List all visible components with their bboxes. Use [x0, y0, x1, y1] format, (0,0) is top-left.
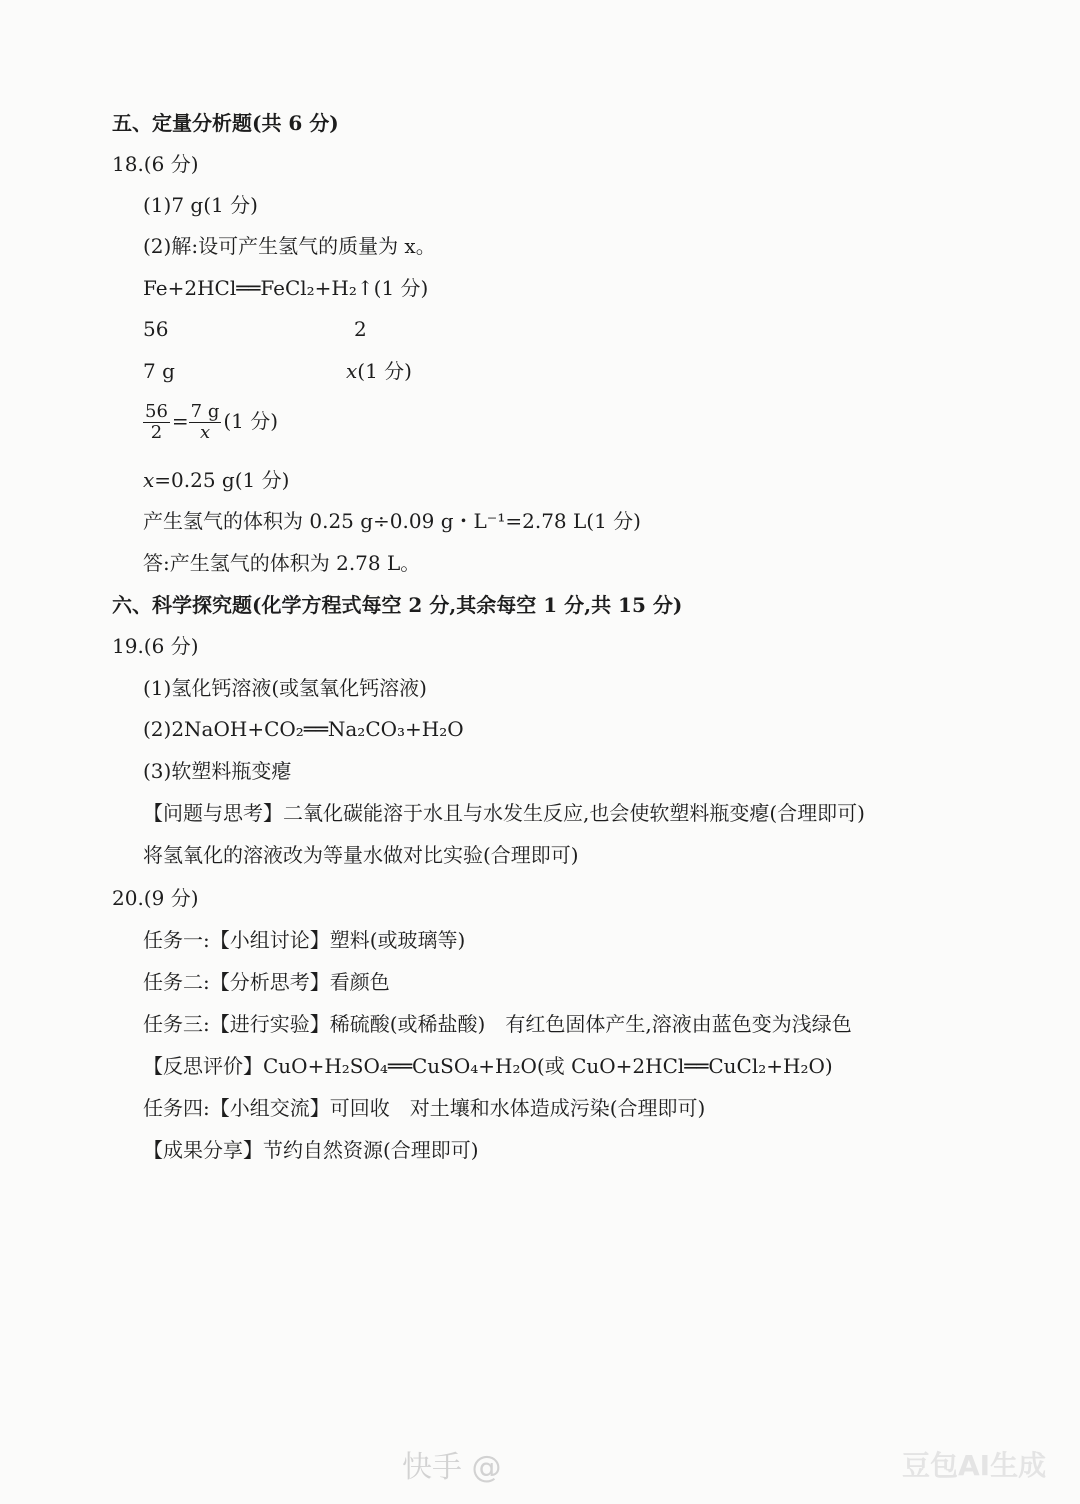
q19-think: 【问题与思考】二氧化碳能溶于水且与水发生反应,也会使软塑料瓶变瘪(合理即可) — [143, 801, 865, 825]
q18-proportion — [143, 402, 278, 443]
fraction-2-denominator: x — [199, 422, 211, 443]
fraction-1-numerator: 56 — [145, 401, 168, 422]
fraction-2-numerator: 7 g — [190, 401, 220, 422]
q18-answer-1: (1)7 g(1 分) — [143, 193, 258, 217]
q18-given-mass: 7 g — [143, 359, 175, 383]
x-value-rest: =0.25 g(1 分) — [154, 468, 290, 492]
q20-heading: 20.(9 分) — [112, 886, 199, 910]
q19-answer-1: (1)氢化钙溶液(或氢氧化钙溶液) — [143, 676, 427, 700]
q18-heading: 18.(6 分) — [112, 152, 199, 176]
q20-task-4: 任务四:【小组交流】可回收 对土壤和水体造成污染(合理即可) — [143, 1096, 706, 1120]
fraction-1-denominator: 2 — [150, 422, 163, 443]
q18-molar-mass-h2: 2 — [354, 317, 367, 341]
proportion-mark: (1 分) — [223, 409, 279, 433]
watermark-kuaishou: 快手 @ — [402, 1450, 502, 1485]
q20-reflect: 【反思评价】CuO+H₂SO₄══CuSO₄+H₂O(或 CuO+2HCl══CuCl₂+H₂O) — [143, 1054, 833, 1078]
x-value-variable: x — [143, 468, 155, 492]
q18-answer-2: (2)解:设可产生氢气的质量为 x。 — [143, 234, 436, 258]
section-5-title: 五、定量分析题(共 6 分) — [112, 111, 339, 135]
q18-unknown-x — [346, 357, 412, 385]
q18-volume: 产生氢气的体积为 0.25 g÷0.09 g・L⁻¹=2.78 L(1 分) — [143, 509, 641, 533]
q20-share: 【成果分享】节约自然资源(合理即可) — [143, 1138, 479, 1162]
equals-sign: = — [171, 409, 189, 433]
q20-task-2: 任务二:【分析思考】看颜色 — [143, 970, 390, 994]
q19-heading: 19.(6 分) — [112, 634, 199, 658]
fraction-7g-over-x — [189, 402, 222, 443]
q19-think-2: 将氢氧化的溶液改为等量水做对比实验(合理即可) — [143, 843, 579, 867]
q18-x-value — [143, 466, 289, 494]
q18-conclusion: 答:产生氢气的体积为 2.78 L。 — [143, 551, 421, 575]
fraction-56-over-2 — [143, 402, 170, 443]
q20-task-3: 任务三:【进行实验】稀硫酸(或稀盐酸) 有红色固体产生,溶液由蓝色变为浅绿色 — [143, 1012, 852, 1036]
x-variable: x — [346, 359, 358, 383]
x-mark: (1 分) — [357, 359, 412, 383]
q18-equation: Fe+2HCl══FeCl₂+H₂↑(1 分) — [143, 276, 429, 300]
q20-task-1: 任务一:【小组讨论】塑料(或玻璃等) — [143, 928, 466, 952]
q19-answer-2: (2)2NaOH+CO₂══Na₂CO₃+H₂O — [143, 717, 464, 741]
q18-molar-mass-fe: 56 — [143, 317, 169, 341]
q19-answer-3: (3)软塑料瓶变瘪 — [143, 759, 292, 783]
section-6-title: 六、科学探究题(化学方程式每空 2 分,其余每空 1 分,共 15 分) — [112, 593, 683, 617]
watermark-doubao: 豆包AI生成 — [902, 1449, 1047, 1482]
